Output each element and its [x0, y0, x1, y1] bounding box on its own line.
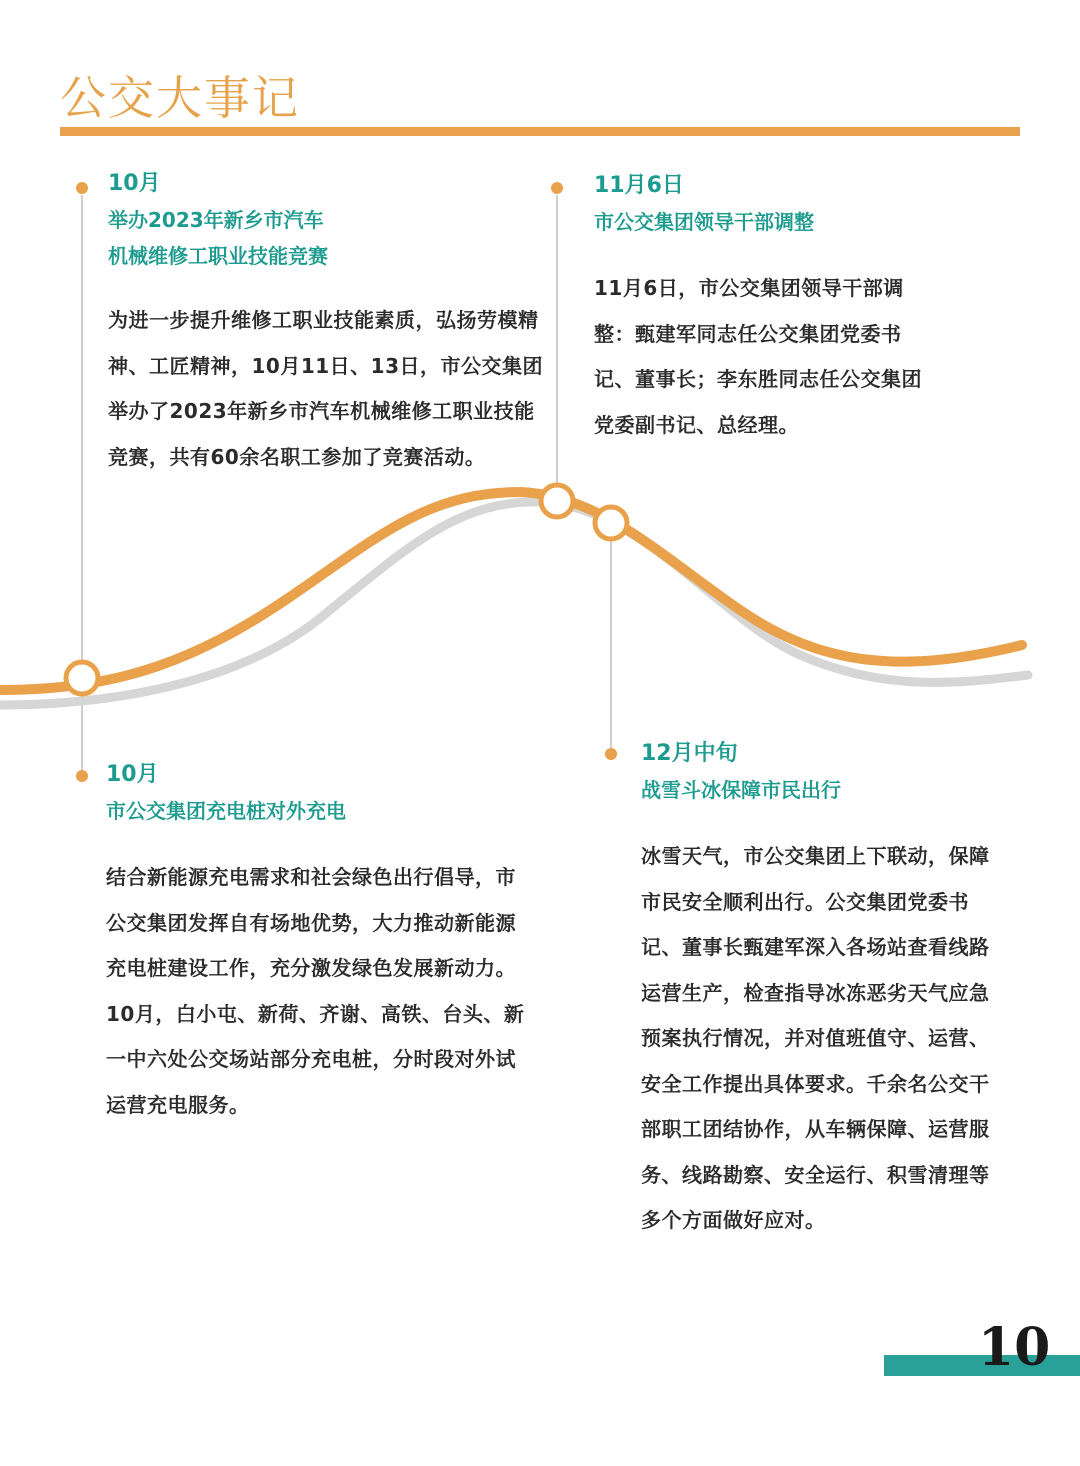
page-title: 公交大事记	[60, 71, 300, 125]
event-card-4	[641, 736, 991, 1244]
event-date: 10月	[108, 171, 161, 196]
gray-wave	[0, 502, 1028, 705]
event-body: 11月6日，市公交集团领导干部调整：甄建军同志任公交集团党委书记、董事长；李东胜同志任公交集团党委副书记、总经理。	[594, 276, 922, 437]
event-card-2	[594, 168, 939, 448]
event-title-line: 战雪斗冰保障市民出行	[641, 778, 841, 802]
event-body: 结合新能源充电需求和社会绿色出行倡导，市公交集团发挥自有场地优势，大力推动新能源充电桩建设工作，充分激发绿色发展新动力。10月，白小屯、新荷、齐谢、高铁、台头、新一中六处公交场站部分充电桩，分时段对外试运营充电服务。	[106, 865, 525, 1117]
milestone-circle-3	[595, 507, 627, 539]
event-card-3	[106, 757, 531, 1128]
event-dot-4	[605, 748, 617, 760]
event-dot-3	[76, 770, 88, 782]
event-card-1	[108, 166, 548, 480]
event-dot-2	[551, 182, 563, 194]
event-title-line: 市公交集团领导干部调整	[594, 210, 814, 234]
orange-wave	[0, 492, 1022, 690]
event-date: 10月	[106, 762, 159, 787]
event-dot-1	[76, 182, 88, 194]
milestone-circle-1	[66, 662, 98, 694]
event-date: 11月6日	[594, 173, 684, 198]
event-body: 为进一步提升维修工职业技能素质，弘扬劳模精神、工匠精神，10月11日、13日，市公交集团举办了2023年新乡市汽车机械维修工职业技能竞赛，共有60余名职工参加了竞赛活动。	[108, 308, 543, 469]
event-body: 冰雪天气，市公交集团上下联动，保障市民安全顺利出行。公交集团党委书记、董事长甄建军深入各场站查看线路运营生产，检查指导冰冻恶劣天气应急预案执行情况，并对值班值守、运营、安全工作提出具体要求。千余名公交干部职工团结协作，从车辆保障、运营服务、线路勘察、安全运行、积雪清理等多个方面做好应对。	[641, 844, 990, 1232]
event-date: 12月中旬	[641, 741, 738, 766]
event-title-line: 机械维修工职业技能竞赛	[108, 244, 328, 268]
page-number: 10	[978, 1317, 1051, 1378]
milestone-circle-2	[541, 485, 573, 517]
event-title-line: 举办2023年新乡市汽车	[108, 208, 324, 232]
event-title-line: 市公交集团充电桩对外充电	[106, 799, 346, 823]
